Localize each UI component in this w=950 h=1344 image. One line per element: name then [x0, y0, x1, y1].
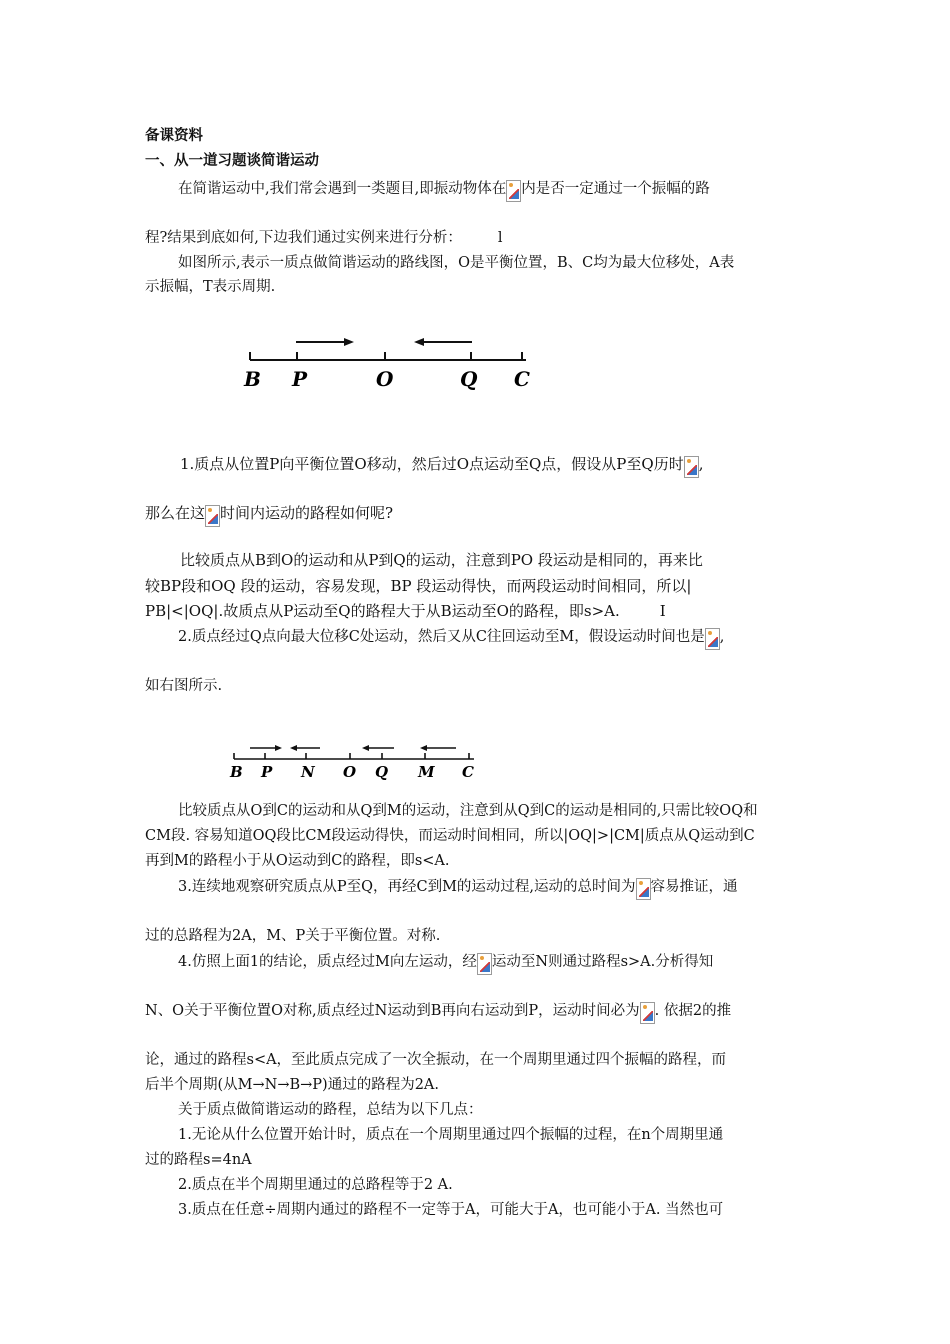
motion-diagram-1: [238, 330, 538, 398]
arrow-left-head: [290, 745, 297, 751]
item4-line-1: [178, 953, 713, 975]
item1-analysis-3: [145, 602, 666, 620]
item4-text-d: . 依据2的推: [654, 1003, 732, 1019]
item3-line-2: 过的总路程为2A，M、P关于平衡位置。对称.: [145, 928, 441, 944]
intro-text-a: 在简谐运动中,我们常会遇到一类题目,即振动物体在: [178, 181, 507, 197]
label-c: C: [462, 763, 474, 781]
item2-text-a: 2.质点经过Q点向最大位移C处运动，然后又从C往回运动至M，假设运动时间也是: [178, 629, 705, 645]
item4-text-b: 运动至N则通过路程s>A.分析得知: [491, 954, 714, 970]
document-title: 备课资料: [145, 128, 203, 144]
broken-image-icon: [506, 180, 521, 202]
label-q: Q: [460, 367, 478, 391]
stray-mark: I: [659, 602, 666, 620]
label-n: N: [301, 763, 315, 781]
label-o: O: [343, 763, 357, 781]
intro-text-b: 内是否一定通过一个振幅的路: [521, 181, 710, 197]
arrow-right-head: [275, 745, 282, 751]
label-p: P: [261, 763, 273, 781]
summary-point-3: 3.质点在任意÷周期内通过的路程不一定等于A，可能大于A，也可能小于A. 当然也可: [178, 1202, 724, 1218]
item4-line-3: 论，通过的路程s<A，至此质点完成了一次全振动，在一个周期里通过四个振幅的路程，而: [145, 1052, 727, 1068]
setup-line-1: 如图所示,表示一质点做简谐运动的路线图，O是平衡位置，B、C均为最大位移处，A表: [178, 255, 735, 271]
summary-point-2: 2.质点在半个周期里通过的总路程等于2 A.: [178, 1177, 453, 1193]
summary-point-1-line-2: 过的路程s=4nA: [145, 1152, 252, 1168]
item1-text-b: ,: [698, 455, 704, 473]
broken-image-icon: [636, 878, 651, 900]
item2-line-2: 如右图所示.: [145, 678, 223, 694]
item1-text-c: 那么在这: [145, 504, 206, 522]
summary-intro: 关于质点做简谐运动的路程，总结为以下几点：: [178, 1102, 483, 1118]
item2-analysis-3: 再到M的路程小于从O运动到C的路程，即s<A.: [145, 853, 450, 869]
broken-image-icon: [705, 628, 720, 650]
item1-analysis-3-text: PB|<|OQ|.故质点从P运动至Q的路程大于从B运动至O的路程，即s>A.: [145, 602, 620, 620]
broken-image-icon: [205, 505, 220, 527]
item1-line-1: [180, 455, 703, 478]
item1-text-d: 时间内运动的路程如何呢?: [220, 504, 394, 522]
item2-analysis-1: 比较质点从O到C的运动和从Q到M的运动，注意到从Q到C的运动是相同的,只需比较OQ和: [178, 803, 758, 819]
item4-line-4: 后半个周期(从M→N→B→P)通过的路程为2A.: [145, 1077, 440, 1093]
intro-line-2: [145, 229, 503, 247]
label-b: B: [230, 763, 243, 781]
label-q: Q: [375, 763, 389, 781]
label-o: O: [376, 367, 394, 391]
item1-line-2: [145, 504, 393, 527]
arrow-right-head: [344, 338, 354, 346]
motion-diagram-2: [228, 738, 480, 782]
broken-image-icon: [684, 456, 699, 478]
item1-analysis-1: 比较质点从B到O的运动和从P到Q的运动，注意到PO 段运动是相同的，再来比: [180, 551, 703, 569]
item2-line-1: [178, 628, 724, 650]
item1-text-a: 1.质点从位置P向平衡位置O移动，然后过O点运动至Q点，假设从P至Q历时: [180, 455, 684, 473]
arrow-left-head: [420, 745, 427, 751]
section-heading: 一、从一道习题谈简谐运动: [145, 153, 319, 169]
setup-line-2: 示振幅，T表示周期.: [145, 279, 276, 295]
stray-mark: l: [497, 230, 503, 246]
item3-text-b: 容易推证，通: [650, 879, 738, 895]
intro-text-2: 程?结果到底如何,下边我们通过实例来进行分析：: [145, 230, 462, 246]
summary-point-1-line-1: 1.无论从什么位置开始计时，质点在一个周期里通过四个振幅的过程，在n个周期里通: [178, 1127, 724, 1143]
arrow-left-head: [362, 745, 369, 751]
item4-text-c: N、O关于平衡位置O对称,质点经过N运动到B再向右运动到P，运动时间必为: [145, 1003, 640, 1019]
item3-line-1: [178, 878, 738, 900]
label-p: P: [292, 367, 308, 391]
label-m: M: [418, 763, 435, 781]
item4-line-2: [145, 1002, 731, 1024]
item2-analysis-2: CM段. 容易知道OQ段比CM段运动得快，而运动时间相同，所以|OQ|>|CM|质点从Q运动到C: [145, 828, 755, 844]
label-b: B: [244, 367, 261, 391]
item3-text-a: 3.连续地观察研究质点从P至Q，再经C到M的运动过程,运动的总时间为: [178, 879, 636, 895]
intro-line-1: [178, 180, 710, 202]
broken-image-icon: [477, 953, 492, 975]
item1-analysis-2: 较BP段和OQ 段的运动，容易发现，BP 段运动得快，而两段运动时间相同，所以|: [145, 577, 692, 595]
label-c: C: [514, 367, 530, 391]
item4-text-a: 4.仿照上面1的结论，质点经过M向左运动，经: [178, 954, 477, 970]
arrow-left-head: [414, 338, 424, 346]
item2-text-b: ,: [719, 629, 725, 645]
broken-image-icon: [640, 1002, 655, 1024]
